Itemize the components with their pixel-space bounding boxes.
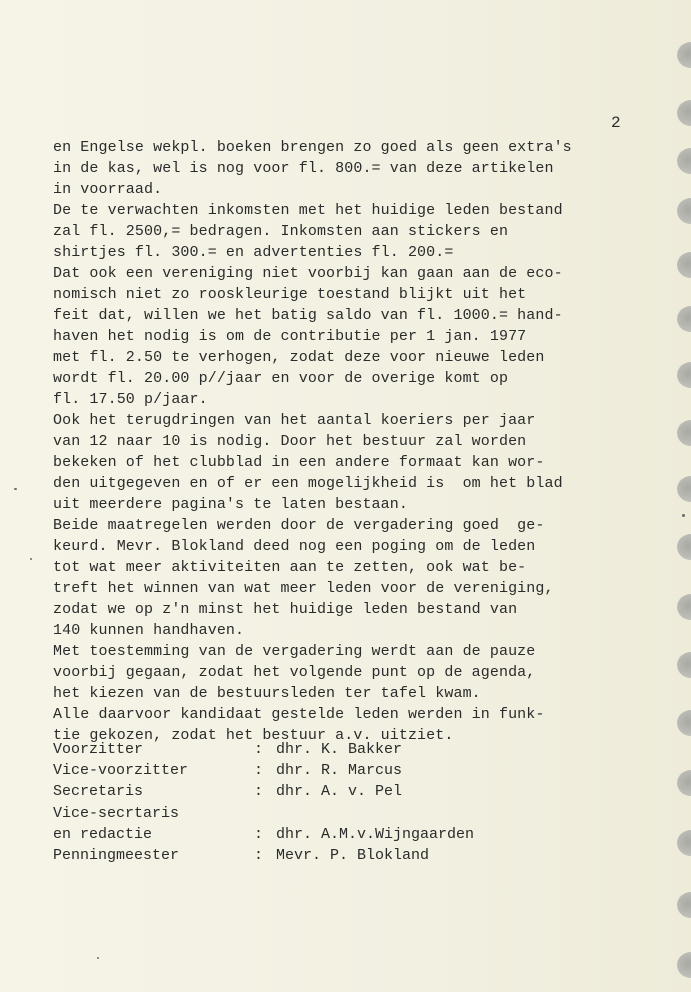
officer-row	[53, 824, 553, 845]
text-line: Ook het terugdringen van het aantal koeriers per jaar	[53, 412, 536, 429]
text-line: fl. 17.50 p/jaar.	[53, 391, 208, 408]
officer-role: Vice-voorzitter	[53, 762, 189, 780]
text-line: treft het winnen van wat meer leden voor de vereniging,	[53, 580, 554, 597]
paper-speck	[14, 488, 17, 490]
officer-role: Vice-secrtaris	[53, 804, 180, 822]
text-line: bekeken of het clubblad in een andere formaat kan wor-	[53, 454, 545, 471]
text-line: den uitgegeven en of er een mogelijkheid is om het blad	[53, 475, 563, 492]
text-line: Beide maatregelen werden door de vergadering goed ge-	[53, 517, 545, 534]
text-line: shirtjes fl. 300.= en advertenties fl. 200.=	[53, 244, 454, 261]
text-line: en Engelse wekpl. boeken brengen zo goed als geen extra's	[53, 139, 572, 156]
officer-role: en redactie	[53, 825, 153, 843]
officer-role: Voorzitter	[53, 741, 144, 759]
officer-name: Mevr. P. Blokland	[276, 847, 430, 865]
punch-hole	[677, 306, 691, 332]
punch-hole	[677, 652, 691, 678]
punch-hole	[677, 830, 691, 856]
officer-name: dhr. A. v. Pel	[276, 783, 403, 801]
text-line: tot wat meer aktiviteiten aan te zetten, ook wat be-	[53, 559, 527, 576]
officer-role: Secretaris	[53, 783, 144, 801]
officer-row	[53, 781, 553, 802]
text-line: feit dat, willen we het batig saldo van fl. 1000.= hand-	[53, 307, 563, 324]
punch-hole	[677, 710, 691, 736]
officer-separator: :	[254, 825, 264, 843]
punch-hole	[677, 952, 691, 978]
text-line: haven het nodig is om de contributie per 1 jan. 1977	[53, 328, 527, 345]
officer-name: dhr. R. Marcus	[276, 762, 403, 780]
officer-row	[53, 760, 553, 781]
officer-separator: :	[254, 762, 264, 780]
paper-speck	[30, 558, 32, 560]
text-line: Dat ook een vereniging niet voorbij kan gaan aan de eco-	[53, 265, 563, 282]
text-line: tie gekozen, zodat het bestuur a.v. uitziet.	[53, 727, 454, 744]
text-line: in de kas, wel is nog voor fl. 800.= van deze artikelen	[53, 160, 554, 177]
page-number: 2	[611, 114, 621, 132]
punch-hole	[677, 770, 691, 796]
punch-hole	[677, 42, 691, 68]
officer-separator: :	[254, 741, 264, 759]
officer-row	[53, 803, 553, 824]
text-line: keurd. Mevr. Blokland deed nog een poging om de leden	[53, 538, 536, 555]
text-line: De te verwachten inkomsten met het huidige leden bestand	[53, 202, 563, 219]
text-line: uit meerdere pagina's te laten bestaan.	[53, 496, 408, 513]
body-text	[53, 137, 653, 746]
text-line: zal fl. 2500,= bedragen. Inkomsten aan stickers en	[53, 223, 509, 240]
text-line: in voorraad.	[53, 181, 163, 198]
text-line: wordt fl. 20.00 p//jaar en voor de overige komt op	[53, 370, 509, 387]
officer-row	[53, 845, 553, 866]
officer-separator: :	[254, 847, 264, 865]
punch-hole	[677, 594, 691, 620]
paper-speck	[97, 957, 99, 959]
punch-hole	[677, 100, 691, 126]
punch-hole	[677, 892, 691, 918]
text-line: voorbij gegaan, zodat het volgende punt op de agenda,	[53, 664, 536, 681]
paper-speck	[682, 514, 685, 517]
punch-hole	[677, 148, 691, 174]
officer-row	[53, 739, 553, 760]
text-line: Met toestemming van de vergadering werdt aan de pauze	[53, 643, 536, 660]
punch-hole	[677, 476, 691, 502]
text-line: het kiezen van de bestuursleden ter tafel kwam.	[53, 685, 481, 702]
punch-hole	[677, 534, 691, 560]
officer-name: dhr. K. Bakker	[276, 741, 403, 759]
punch-hole	[677, 420, 691, 446]
officer-name: dhr. A.M.v.Wijngaarden	[276, 825, 475, 843]
binder-holes	[675, 0, 691, 992]
punch-hole	[677, 198, 691, 224]
officer-role: Penningmeester	[53, 847, 180, 865]
board-members-list	[53, 739, 553, 866]
text-line: nomisch niet zo rooskleurige toestand blijkt uit het	[53, 286, 527, 303]
officer-separator: :	[254, 783, 264, 801]
text-line: met fl. 2.50 te verhogen, zodat deze voor nieuwe leden	[53, 349, 545, 366]
text-line: zodat we op z'n minst het huidige leden bestand van	[53, 601, 518, 618]
punch-hole	[677, 252, 691, 278]
text-line: Alle daarvoor kandidaat gestelde leden werden in funk-	[53, 706, 545, 723]
text-line: van 12 naar 10 is nodig. Door het bestuur zal worden	[53, 433, 527, 450]
text-line: 140 kunnen handhaven.	[53, 622, 245, 639]
punch-hole	[677, 362, 691, 388]
